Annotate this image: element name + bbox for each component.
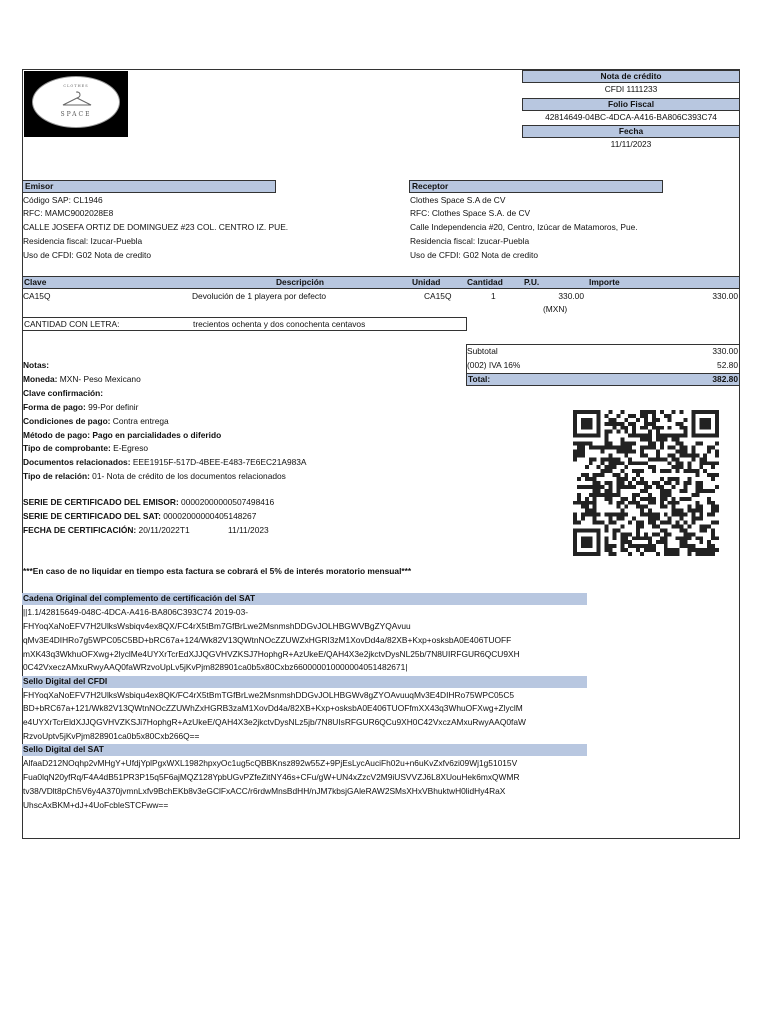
- emisor-line: Código SAP: CL1946: [23, 195, 103, 205]
- receptor-line: RFC: Clothes Space S.A. de CV: [410, 208, 531, 218]
- cadena-line: mXK43q3WkhuOFXwg+2lyclMe4UYXrTcrEdXJJQGVHVZKSJ7HophgR+AzUkeE/QAH4X3e2jkctvDysNL25b/7N8UIRFGUR6QCU9XH: [23, 649, 520, 659]
- qr-code: [573, 407, 719, 559]
- col-unidad: Unidad: [412, 277, 441, 287]
- metodo-pago-row: Método de pago: Pago en parcialidades o diferido: [23, 430, 222, 440]
- fecha-cert-2: 11/11/2023: [228, 525, 269, 535]
- col-pu: P.U.: [524, 277, 540, 287]
- folio-label: Folio Fiscal: [522, 98, 740, 111]
- receptor-line: Residencia fiscal: Izucar-Puebla: [410, 236, 530, 246]
- warning-text: ***En caso de no liquidar en tiempo esta factura se cobrará el 5% de interés moratorio mensual***: [23, 566, 412, 576]
- cadena-line: ||1.1/42815649-048C-4DCA-A416-BA806C393C74 2019-03-: [23, 607, 249, 617]
- documentos-row: Documentos relacionados: EEE1915F-517D-4BEE-E483-7E6EC21A983A: [23, 457, 307, 467]
- sello-cfdi-header: Sello Digital del CFDI: [22, 676, 587, 688]
- serie-emisor-row: SERIE DE CERTIFICADO DEL EMISOR: 00002000000507498416: [23, 497, 275, 507]
- cadena-line: 0C42VxeczAMxuRwyAAQ0faWRzvoUpLv5jKvPjm828901ca0b5x80Cxbz660000010000004051482671|: [23, 662, 408, 672]
- emisor-line: CALLE JOSEFA ORTIZ DE DOMINGUEZ #23 COL. CENTRO IZ. PUE.: [23, 222, 289, 232]
- item-unidad: CA15Q: [424, 291, 452, 301]
- sello-sat-line: Fua0lqN20yfRq/F4A4dB51PR3P15q5F6ajMQZ128YpbUGvPZfeZitNY46s+CFu/gW+UN4xZzcV2M9iUSVVZJ6L8XUouHek6mxQWMR: [23, 772, 520, 782]
- condiciones-row: Condiciones de pago: Contra entrega: [23, 416, 169, 426]
- sello-cfdi-line: RzvoUptv5jKvPjm828901ca0b5x80Cxb266Q==: [23, 731, 200, 741]
- clave-confirmacion: Clave confirmación:: [23, 388, 104, 398]
- col-descripcion: Descripción: [276, 277, 324, 287]
- logo-top-text: CLOTHES: [63, 84, 89, 88]
- sello-cfdi-line: e4UYXrTcrEldXJJQGVHVZKSJi7HophgR+AzUkeE/QAH4X3e2jkctvDysNLz5jb/7N8UIsRFGUR6QCu9XH0C42VxczAMxuRwyAAQ0faW: [23, 717, 526, 727]
- emisor-header: Emisor: [22, 180, 276, 193]
- cadena-line: qMv3E4DIHRo7g5WPC05C5BD+bRC67a+124/Wk82V13QWtnNOcZZUWZxHGRI3zM1XovDd4a/82XB+Kxp+osksbA0E406TUOFF: [23, 635, 512, 645]
- total-row: [466, 373, 740, 386]
- cantidad-letra-box: [22, 317, 467, 331]
- emisor-line: Residencia fiscal: Izucar-Puebla: [23, 236, 143, 246]
- fecha-value: 11/11/2023: [610, 139, 652, 149]
- item-importe: 330.00: [712, 291, 738, 301]
- tipo-comprobante-row: Tipo de comprobante: E-Egreso: [23, 443, 149, 453]
- subtotal-label: Subtotal: [467, 346, 498, 356]
- company-logo: [24, 71, 128, 137]
- receptor-line: Clothes Space S.A de CV: [410, 195, 506, 205]
- total-value: 382.80: [712, 374, 738, 384]
- sello-cfdi-line: BD+bRC67a+121/Wk82V13QWtnNOcZZUWhZxHGRB3zaM1XovDd4a/82XB+Kxp+osksbA0E406TUOFfmXX43q3WhuOFXwg+ZlyclM: [23, 703, 523, 713]
- cantidad-letra-value: trecientos ochenta y dos conochenta centavos: [193, 319, 366, 329]
- logo-brand-text: SPACE: [60, 111, 92, 118]
- cantidad-letra-label: CANTIDAD CON LETRA:: [24, 319, 120, 329]
- receptor-line: Calle Independencia #20, Centro, Izúcar de Matamoros, Pue.: [410, 222, 638, 232]
- sello-sat-line: UhscAxBKM+dJ+4UoFcbleSTCFww==: [23, 800, 169, 810]
- cadena-line: FHYoqXaNoEFV7H2UlksWsbiqv4ex8QX/FC4rX5tBm7GfBrLwe2MsnmshDDGvJOLHBGWVBgZYQAvuu: [23, 621, 411, 631]
- sello-sat-line: tv38/VDlt8pCh5V6y4A370jvmnLxfv9BchEKb8v3eGClFxACC/r6rdwMnsBdHH/nJM7kbsjGAleRAW2SMsXHxVBhuktwH0lidHy4RaX: [23, 786, 506, 796]
- moneda-row: Moneda: MXN- Peso Mexicano: [23, 374, 141, 384]
- sello-sat-header: Sello Digital del SAT: [22, 744, 587, 756]
- col-cantidad: Cantidad: [467, 277, 503, 287]
- forma-pago-row: Forma de pago: 99-Por definir: [23, 402, 139, 412]
- receptor-line: Uso de CFDI: G02 Nota de credito: [410, 250, 539, 260]
- folio-value: 42814649-04BC-4DCA-A416-BA806C393C74: [545, 112, 717, 122]
- items-header-row: [22, 276, 740, 289]
- serie-sat-row: SERIE DE CERTIFICADO DEL SAT: 00002000000405148267: [23, 511, 257, 521]
- item-cantidad: 1: [491, 291, 496, 301]
- logo-badge: [32, 76, 120, 128]
- col-importe: Importe: [589, 277, 620, 287]
- subtotal-value: 330.00: [712, 346, 738, 356]
- fecha-label: Fecha: [522, 125, 740, 138]
- col-clave: Clave: [24, 277, 47, 287]
- sello-sat-line: AlfaaD212NOqhp2vMHgY+UfdjYplPgxWXL1982hpxyOc1ug5cQBBKnsz892w55Z+9PjEsLycAuciFh02u+n6uKvZxfv6zi09Wj1g51015V: [23, 758, 518, 768]
- emisor-line: Uso de CFDI: G02 Nota de credito: [23, 250, 152, 260]
- item-pu: 330.00: [558, 291, 584, 301]
- item-clave: CA15Q: [23, 291, 51, 301]
- fecha-cert-row: FECHA DE CERTIFICACIÓN: 20/11/2022T1: [23, 525, 190, 535]
- item-pu-currency: (MXN): [543, 304, 568, 314]
- iva-label: (002) IVA 16%: [467, 360, 521, 370]
- tipo-relacion-row: Tipo de relación: 01- Nota de crédito de los documentos relacionados: [23, 471, 286, 481]
- emisor-line: RFC: MAMC9002028E8: [23, 208, 114, 218]
- hanger-icon: [59, 89, 95, 109]
- cfdi-number: CFDI 1111233: [604, 84, 658, 94]
- item-descripcion: Devolución de 1 playera por defecto: [192, 291, 327, 301]
- total-label: Total:: [468, 374, 491, 384]
- doc-title: Nota de crédito: [522, 70, 740, 83]
- cadena-header: Cadena Original del complemento de certificación del SAT: [22, 593, 587, 605]
- sello-cfdi-line: FHYoqXaNoEFV7H2UlksWsbiqu4ex8QK/FC4rX5tBmTGfBrLwe2MsnmshDDGvJOLHBGWv8gZYOAvuuqMv3E4DIHRo75WPC05C5: [23, 690, 515, 700]
- iva-value: 52.80: [717, 360, 738, 370]
- notas-label: Notas:: [23, 360, 50, 370]
- receptor-header: Receptor: [409, 180, 663, 193]
